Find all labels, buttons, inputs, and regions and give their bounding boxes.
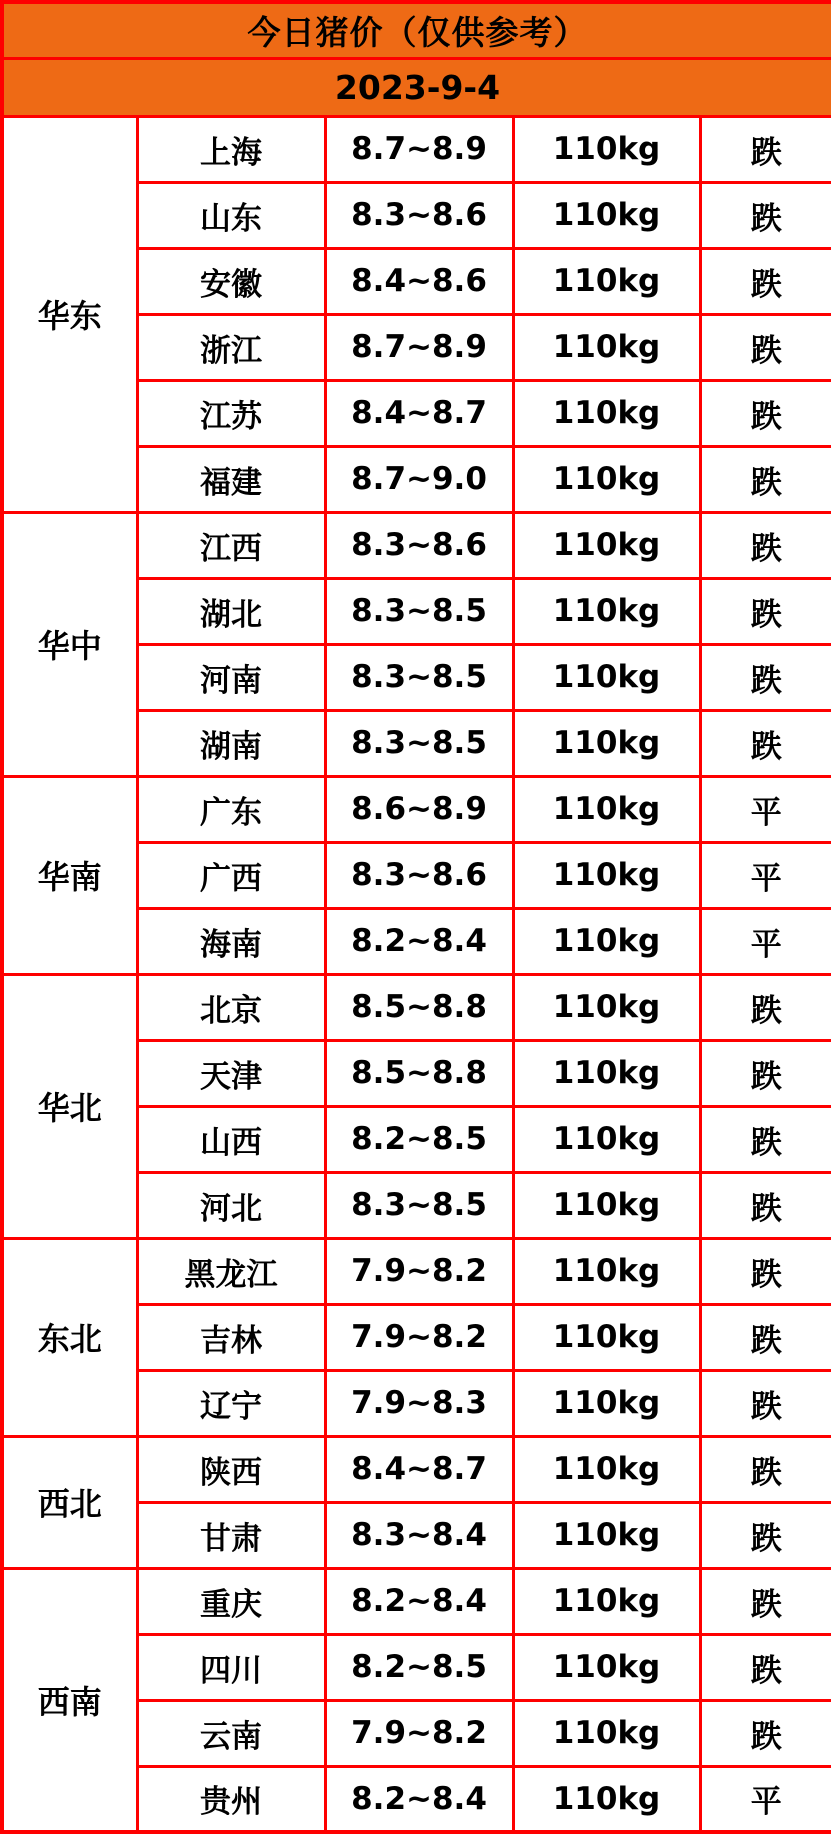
status-cell: 跌 <box>700 974 831 1040</box>
province-cell: 江苏 <box>137 380 325 446</box>
weight-cell: 110kg <box>513 1700 700 1766</box>
status-cell: 跌 <box>700 1238 831 1304</box>
price-cell: 8.3~8.6 <box>325 842 513 908</box>
status-cell: 跌 <box>700 710 831 776</box>
status-cell: 跌 <box>700 578 831 644</box>
province-cell: 云南 <box>137 1700 325 1766</box>
province-cell: 黑龙江 <box>137 1238 325 1304</box>
province-cell: 北京 <box>137 974 325 1040</box>
price-cell: 7.9~8.2 <box>325 1700 513 1766</box>
title-row <box>2 2 831 58</box>
province-cell: 上海 <box>137 116 325 182</box>
status-cell: 跌 <box>700 644 831 710</box>
status-cell: 平 <box>700 908 831 974</box>
table-row <box>2 1568 831 1634</box>
price-cell: 8.7~9.0 <box>325 446 513 512</box>
status-cell: 跌 <box>700 1700 831 1766</box>
price-cell: 8.3~8.5 <box>325 1172 513 1238</box>
price-cell: 8.5~8.8 <box>325 1040 513 1106</box>
weight-cell: 110kg <box>513 578 700 644</box>
status-cell: 跌 <box>700 182 831 248</box>
weight-cell: 110kg <box>513 1568 700 1634</box>
price-cell: 8.3~8.5 <box>325 644 513 710</box>
status-cell: 跌 <box>700 1502 831 1568</box>
province-cell: 湖北 <box>137 578 325 644</box>
status-cell: 跌 <box>700 1304 831 1370</box>
weight-cell: 110kg <box>513 248 700 314</box>
table-row <box>2 116 831 182</box>
weight-cell: 110kg <box>513 1766 700 1832</box>
weight-cell: 110kg <box>513 1304 700 1370</box>
price-cell: 8.6~8.9 <box>325 776 513 842</box>
price-cell: 8.5~8.8 <box>325 974 513 1040</box>
weight-cell: 110kg <box>513 512 700 578</box>
price-cell: 8.3~8.6 <box>325 182 513 248</box>
weight-cell: 110kg <box>513 380 700 446</box>
province-cell: 甘肃 <box>137 1502 325 1568</box>
province-cell: 河北 <box>137 1172 325 1238</box>
weight-cell: 110kg <box>513 1502 700 1568</box>
status-cell: 跌 <box>700 1634 831 1700</box>
weight-cell: 110kg <box>513 710 700 776</box>
price-cell: 8.4~8.7 <box>325 1436 513 1502</box>
price-cell: 8.4~8.6 <box>325 248 513 314</box>
status-cell: 跌 <box>700 1106 831 1172</box>
price-cell: 7.9~8.2 <box>325 1304 513 1370</box>
status-cell: 平 <box>700 1766 831 1832</box>
price-cell: 8.3~8.6 <box>325 512 513 578</box>
table-row <box>2 776 831 842</box>
province-cell: 重庆 <box>137 1568 325 1634</box>
price-cell: 8.2~8.4 <box>325 1766 513 1832</box>
status-cell: 跌 <box>700 1436 831 1502</box>
price-cell: 8.3~8.5 <box>325 578 513 644</box>
province-cell: 四川 <box>137 1634 325 1700</box>
region-cell: 西南 <box>2 1568 137 1832</box>
province-cell: 福建 <box>137 446 325 512</box>
status-cell: 跌 <box>700 314 831 380</box>
weight-cell: 110kg <box>513 1106 700 1172</box>
province-cell: 陕西 <box>137 1436 325 1502</box>
province-cell: 广西 <box>137 842 325 908</box>
weight-cell: 110kg <box>513 776 700 842</box>
weight-cell: 110kg <box>513 116 700 182</box>
province-cell: 广东 <box>137 776 325 842</box>
province-cell: 辽宁 <box>137 1370 325 1436</box>
status-cell: 跌 <box>700 1568 831 1634</box>
price-cell: 8.4~8.7 <box>325 380 513 446</box>
province-cell: 湖南 <box>137 710 325 776</box>
weight-cell: 110kg <box>513 446 700 512</box>
weight-cell: 110kg <box>513 1634 700 1700</box>
region-cell: 东北 <box>2 1238 137 1436</box>
weight-cell: 110kg <box>513 1436 700 1502</box>
province-cell: 山西 <box>137 1106 325 1172</box>
price-cell: 8.2~8.4 <box>325 908 513 974</box>
price-cell: 8.7~8.9 <box>325 116 513 182</box>
weight-cell: 110kg <box>513 644 700 710</box>
weight-cell: 110kg <box>513 1040 700 1106</box>
table-row <box>2 974 831 1040</box>
region-cell: 西北 <box>2 1436 137 1568</box>
province-cell: 山东 <box>137 182 325 248</box>
table-row <box>2 512 831 578</box>
status-cell: 跌 <box>700 1040 831 1106</box>
price-table-body <box>2 116 831 1832</box>
table-row <box>2 1238 831 1304</box>
province-cell: 吉林 <box>137 1304 325 1370</box>
weight-cell: 110kg <box>513 314 700 380</box>
weight-cell: 110kg <box>513 182 700 248</box>
price-cell: 8.2~8.4 <box>325 1568 513 1634</box>
region-cell: 华南 <box>2 776 137 974</box>
status-cell: 跌 <box>700 512 831 578</box>
status-cell: 平 <box>700 776 831 842</box>
province-cell: 贵州 <box>137 1766 325 1832</box>
status-cell: 跌 <box>700 446 831 512</box>
table-row <box>2 1436 831 1502</box>
region-cell: 华东 <box>2 116 137 512</box>
price-cell: 8.7~8.9 <box>325 314 513 380</box>
price-cell: 7.9~8.2 <box>325 1238 513 1304</box>
price-cell: 8.3~8.4 <box>325 1502 513 1568</box>
province-cell: 天津 <box>137 1040 325 1106</box>
weight-cell: 110kg <box>513 1370 700 1436</box>
weight-cell: 110kg <box>513 1238 700 1304</box>
price-cell: 8.2~8.5 <box>325 1106 513 1172</box>
weight-cell: 110kg <box>513 842 700 908</box>
price-cell: 7.9~8.3 <box>325 1370 513 1436</box>
status-cell: 跌 <box>700 380 831 446</box>
province-cell: 海南 <box>137 908 325 974</box>
weight-cell: 110kg <box>513 908 700 974</box>
status-cell: 跌 <box>700 248 831 314</box>
province-cell: 江西 <box>137 512 325 578</box>
region-cell: 华北 <box>2 974 137 1238</box>
province-cell: 浙江 <box>137 314 325 380</box>
status-cell: 跌 <box>700 1172 831 1238</box>
region-cell: 华中 <box>2 512 137 776</box>
province-cell: 河南 <box>137 644 325 710</box>
page-title: 今日猪价（仅供参考） <box>2 2 831 58</box>
province-cell: 安徽 <box>137 248 325 314</box>
date-banner: 2023-9-4 <box>2 58 831 116</box>
status-cell: 平 <box>700 842 831 908</box>
weight-cell: 110kg <box>513 974 700 1040</box>
status-cell: 跌 <box>700 116 831 182</box>
status-cell: 跌 <box>700 1370 831 1436</box>
weight-cell: 110kg <box>513 1172 700 1238</box>
price-cell: 8.2~8.5 <box>325 1634 513 1700</box>
date-row <box>2 58 831 116</box>
price-cell: 8.3~8.5 <box>325 710 513 776</box>
